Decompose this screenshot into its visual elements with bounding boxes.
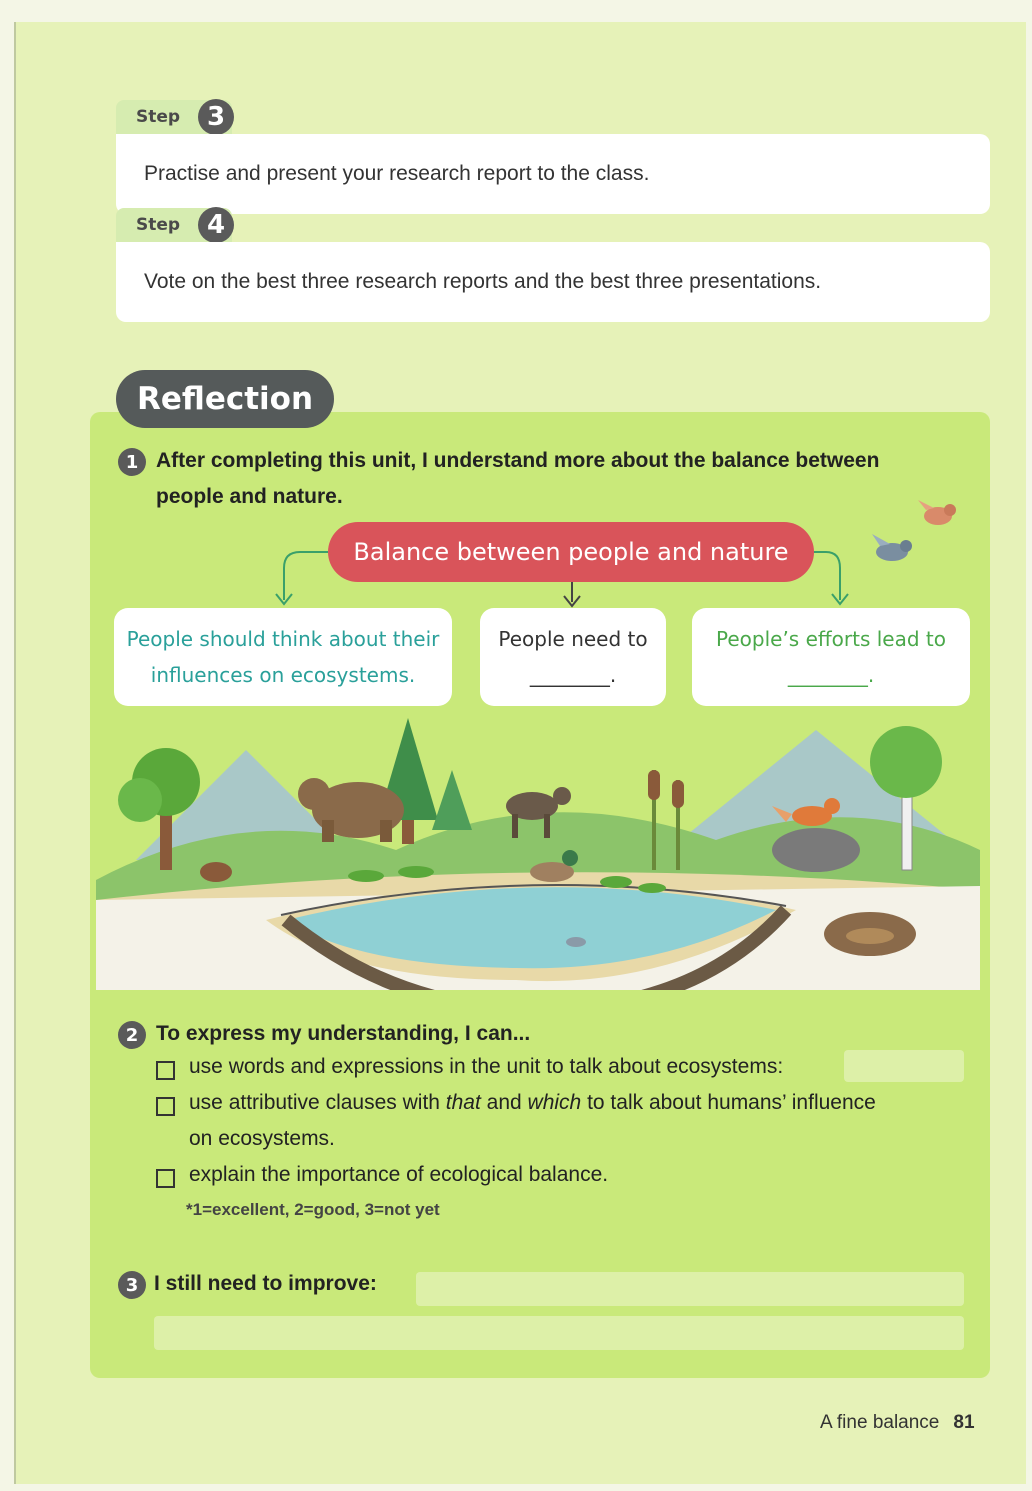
clauses-mid: and bbox=[480, 1091, 528, 1114]
question-2-text: To express my understanding, I can... bbox=[156, 1022, 531, 1045]
step-3-text: Practise and present your research report to the class. bbox=[144, 162, 650, 185]
card-efforts-blank[interactable]: ________. bbox=[787, 663, 875, 687]
check-row-clauses[interactable] bbox=[156, 1091, 956, 1157]
check-words-text: use words and expressions in the unit to talk about ecosystems: bbox=[189, 1055, 784, 1078]
check-row-words[interactable] bbox=[156, 1055, 783, 1080]
bird-blue-icon bbox=[872, 534, 912, 561]
check-clauses-text bbox=[189, 1085, 876, 1157]
card-think-line2: influences on ecosystems. bbox=[150, 663, 416, 687]
checkbox-clauses[interactable] bbox=[156, 1097, 175, 1116]
clauses-pre: use attributive clauses with bbox=[189, 1091, 446, 1114]
reflection-title: Reflection bbox=[116, 370, 334, 428]
fish-icon bbox=[566, 937, 586, 947]
rock-icon bbox=[772, 828, 860, 872]
rating-note: *1=excellent, 2=good, 3=not yet bbox=[186, 1200, 440, 1219]
check-importance-text: explain the importance of ecological balance. bbox=[189, 1163, 609, 1186]
question-3-number: 3 bbox=[118, 1271, 146, 1299]
balance-title: Balance between people and nature bbox=[328, 522, 814, 582]
step-4-number: 4 bbox=[198, 207, 234, 243]
clauses-which: which bbox=[527, 1091, 582, 1114]
page-number: 81 bbox=[953, 1412, 975, 1433]
step-4-label: Step bbox=[136, 215, 181, 235]
card-think bbox=[114, 608, 452, 706]
card-need bbox=[480, 608, 666, 706]
clauses-line2: on ecosystems. bbox=[189, 1127, 335, 1150]
improve-field-line2[interactable] bbox=[154, 1316, 964, 1350]
right-connector-line bbox=[814, 552, 840, 600]
question-2-number: 2 bbox=[118, 1021, 146, 1049]
beaver-icon bbox=[200, 862, 232, 882]
card-efforts-line1: People’s efforts lead to bbox=[716, 627, 946, 651]
improve-field-line1[interactable] bbox=[416, 1272, 964, 1306]
checkbox-words[interactable] bbox=[156, 1061, 175, 1080]
question-3-text: I still need to improve: bbox=[154, 1272, 377, 1295]
footer-title: A fine balance bbox=[820, 1412, 940, 1433]
rating-field-words[interactable] bbox=[844, 1050, 964, 1082]
step-3-label: Step bbox=[136, 107, 181, 127]
step-3-number: 3 bbox=[198, 99, 234, 135]
left-connector-line bbox=[284, 552, 328, 600]
question-1-number: 1 bbox=[118, 448, 146, 476]
card-need-line1: People need to bbox=[498, 627, 648, 651]
card-efforts bbox=[692, 608, 970, 706]
ecosystem-illustration bbox=[96, 710, 980, 990]
check-row-importance[interactable] bbox=[156, 1163, 608, 1188]
burrow-animal-icon bbox=[824, 912, 916, 956]
bird-brown-icon bbox=[918, 500, 956, 525]
step-4-text: Vote on the best three research reports and the best three presentations. bbox=[144, 270, 822, 293]
page-footer bbox=[820, 1412, 975, 1434]
clauses-post: to talk about humans’ influence bbox=[581, 1091, 876, 1114]
checkbox-importance[interactable] bbox=[156, 1169, 175, 1188]
question-1-line1: After completing this unit, I understand more about the balance between bbox=[156, 449, 880, 472]
clauses-that: that bbox=[445, 1091, 481, 1114]
card-need-blank[interactable]: ________. bbox=[529, 663, 617, 687]
card-think-line1: People should think about their bbox=[126, 627, 440, 651]
question-1-line2: people and nature. bbox=[156, 485, 343, 508]
